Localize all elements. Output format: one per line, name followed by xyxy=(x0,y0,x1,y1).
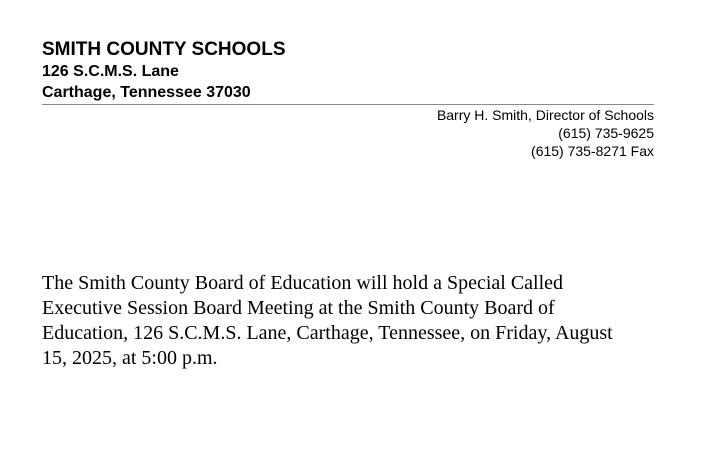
address-line-2: Carthage, Tennessee 37030 xyxy=(42,84,251,101)
contact-block xyxy=(42,106,654,160)
director-name: Barry H. Smith, Director of Schools xyxy=(436,107,654,123)
letterhead xyxy=(42,39,654,160)
fax-number: (615) 735-8271 Fax xyxy=(531,143,654,159)
header-divider xyxy=(42,104,654,105)
organization-name: SMITH COUNTY SCHOOLS xyxy=(42,39,286,60)
phone-number: (615) 735-9625 xyxy=(558,125,654,141)
meeting-notice: The Smith County Board of Education will hold a Special Called Executive Session Board Meeting at the Smith County Board of Education, 126 S.C.M.S. Lane, Carthage, Tennessee, on Friday, August 15, 2025, at 5:00 p.m. xyxy=(42,272,613,369)
address-line-1: 126 S.C.M.S. Lane xyxy=(42,63,179,80)
